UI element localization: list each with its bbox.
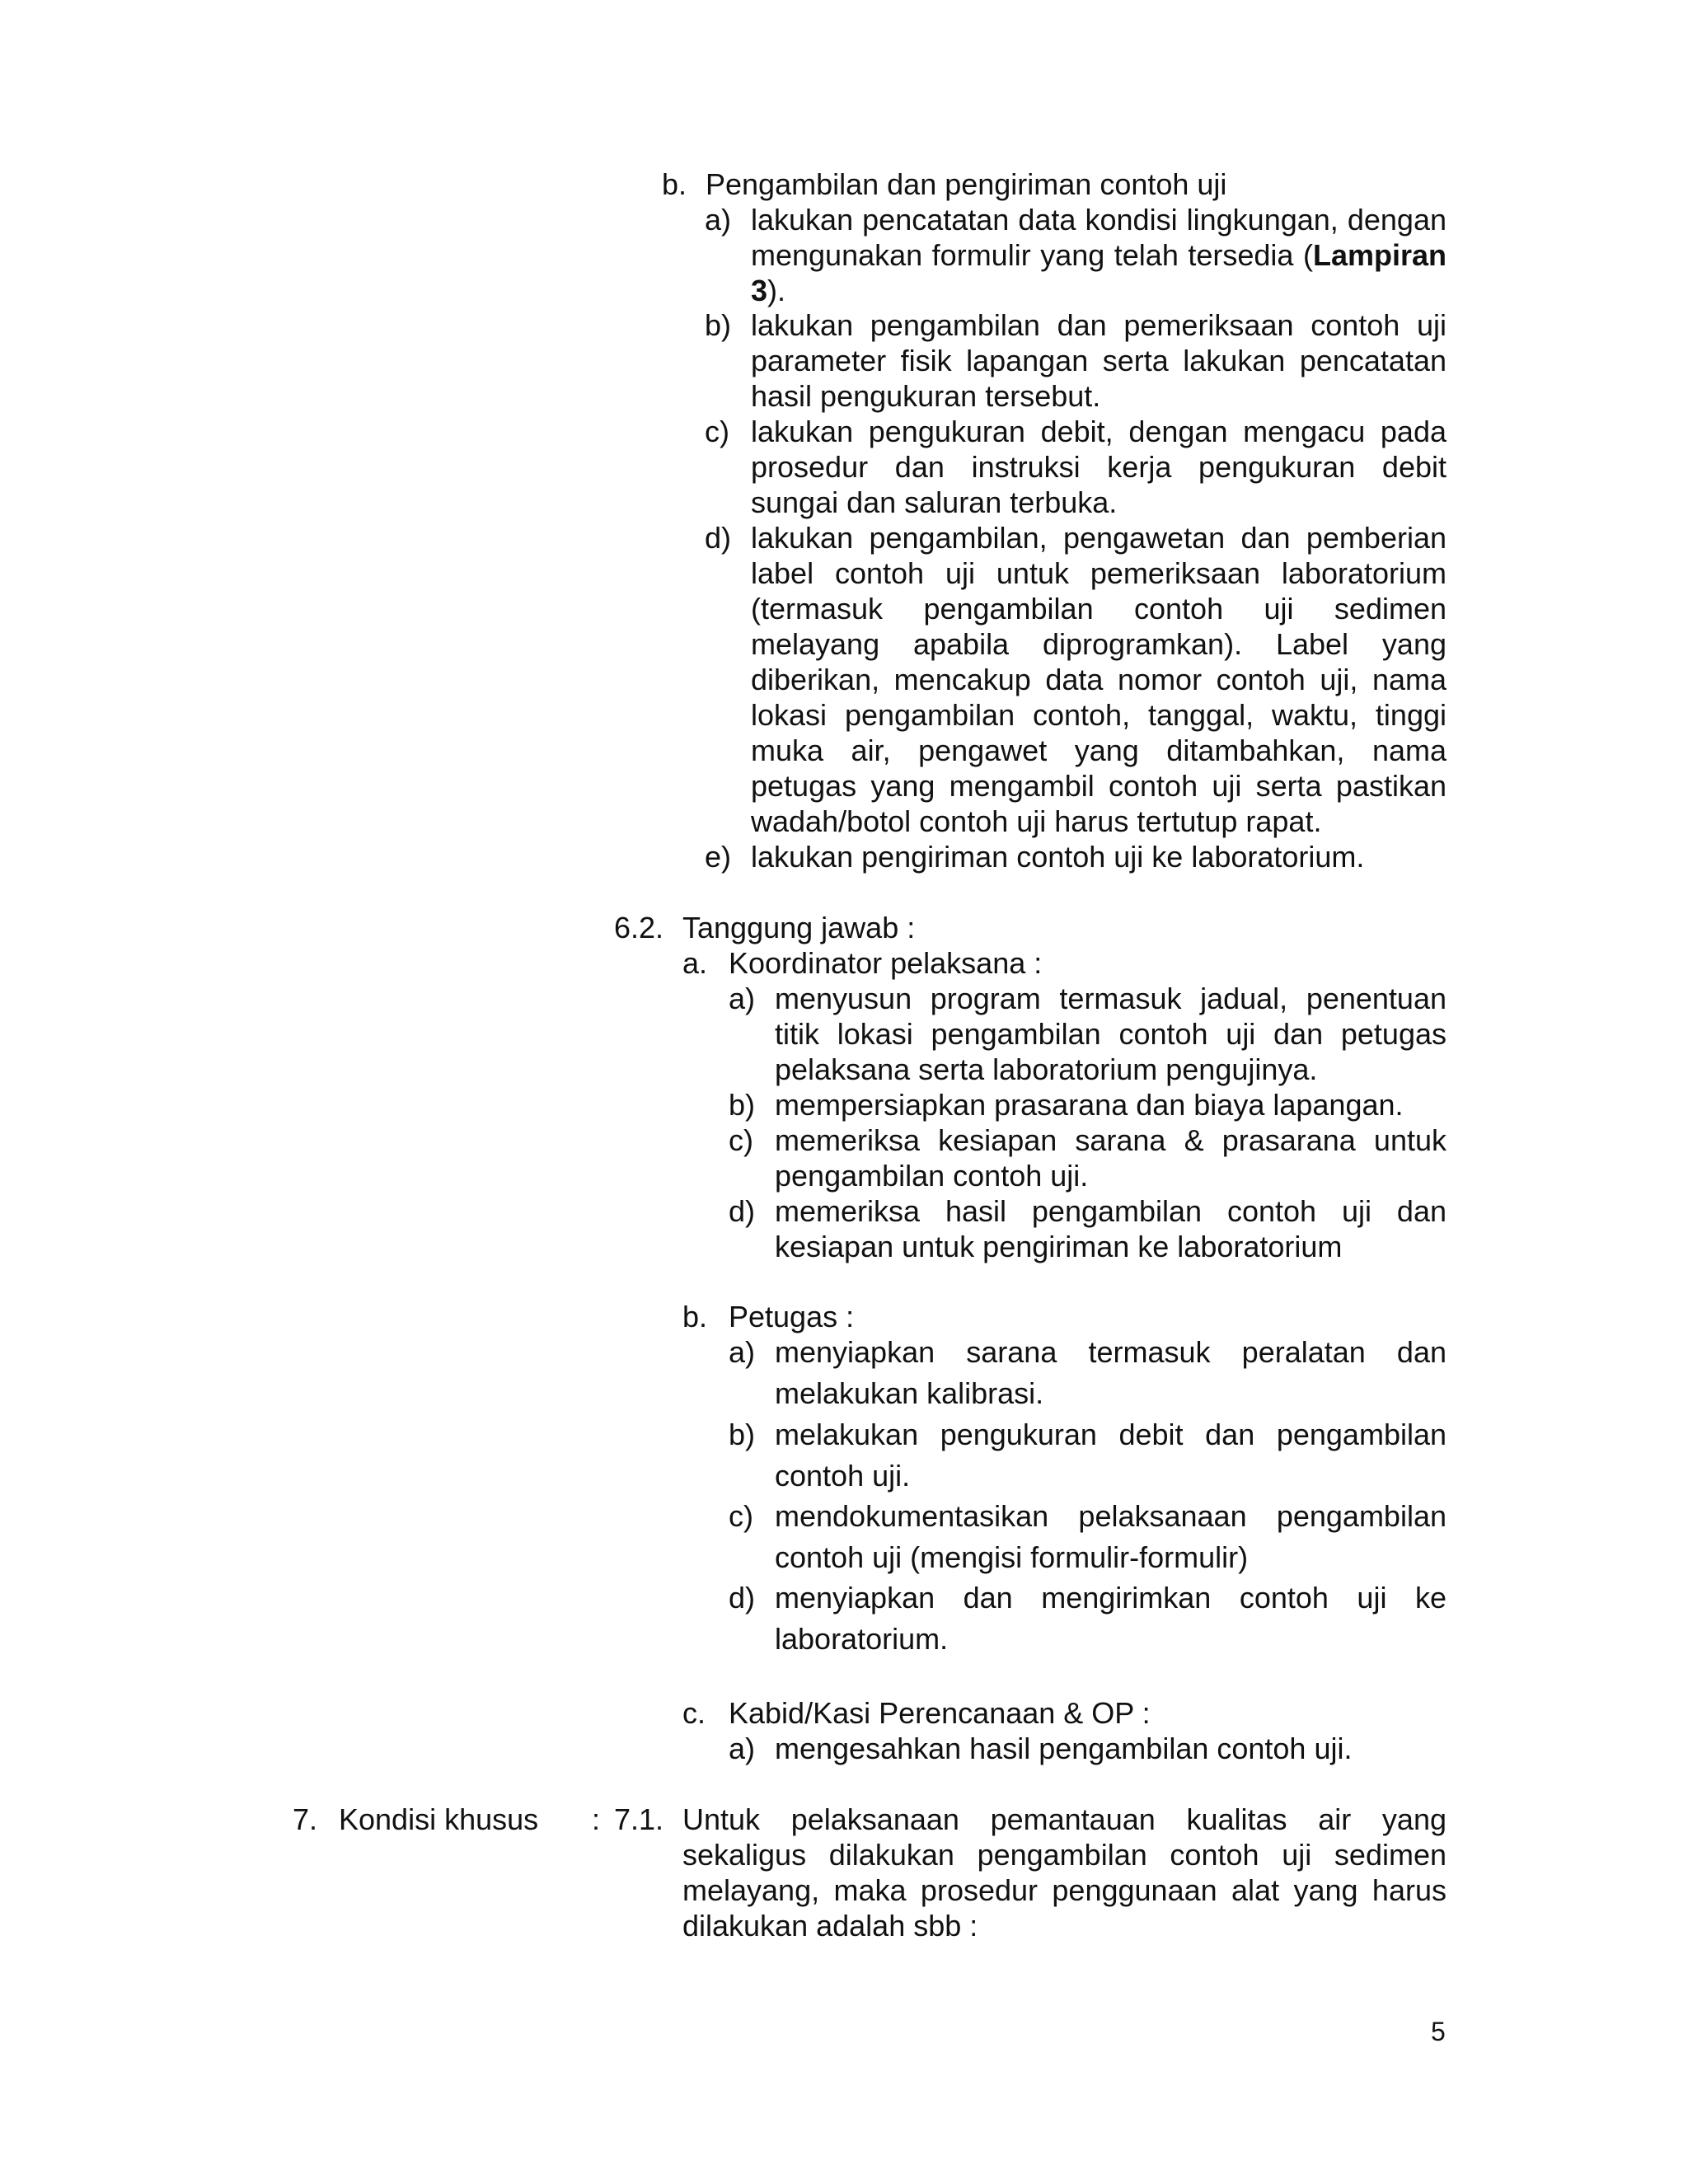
list-item-text: mendokumentasikan pelaksanaan pengambilan contoh uji (mengisi formulir-formulir) — [775, 1499, 1447, 1574]
section-b-title: Pengambilan dan pengiriman contoh uji — [706, 167, 1227, 201]
kabid-marker: c. — [682, 1696, 706, 1730]
section-6-2-title: Tanggung jawab : — [682, 911, 916, 944]
list-item — [729, 1496, 1447, 1578]
list-item — [729, 1577, 1447, 1660]
list-item-marker: a) — [705, 203, 732, 237]
petugas-title: Petugas : — [729, 1300, 855, 1333]
section-7-title: Kondisi khusus — [339, 1802, 539, 1836]
text-after: ). — [767, 274, 786, 307]
list-item — [729, 981, 1447, 1088]
list-item-text: lakukan pengambilan, pengawetan dan pemberian label contoh uji untuk pemeriksaan laboratorium (termasuk pengambilan contoh uji sedimen melayang apabila diprogramkan). Label yang diberikan, mencakup data nomor contoh uji, nama lokasi pengambilan contoh, tanggal, waktu, tinggi muka air, pengawet yang ditambahkan, nama petugas yang mengambil contoh uji serta pastikan wadah/botol contoh uji harus tertutup rapat. — [751, 521, 1447, 838]
list-item — [729, 1087, 1447, 1122]
list-item-marker: e) — [705, 840, 732, 874]
list-item — [729, 1193, 1447, 1264]
section-7-colon: : — [592, 1802, 601, 1836]
petugas-marker: b. — [682, 1300, 708, 1333]
list-item-marker: a) — [729, 1732, 756, 1765]
list-item-text: lakukan pengambilan dan pemeriksaan contoh uji parameter fisik lapangan serta lakukan pencatatan hasil pengukuran tersebut. — [751, 308, 1447, 413]
list-item-marker: d) — [729, 1194, 756, 1228]
kabid-title: Kabid/Kasi Perencanaan & OP : — [729, 1696, 1151, 1730]
list-item — [729, 1122, 1447, 1193]
list-item-marker: b) — [705, 308, 732, 342]
list-item — [705, 307, 1447, 415]
list-item-text: lakukan pengiriman contoh uji ke laboratorium. — [751, 840, 1365, 874]
list-item-marker: a) — [729, 982, 756, 1015]
list-item — [729, 1414, 1447, 1497]
list-item-text — [751, 202, 1447, 308]
section-7-1-number: 7.1. — [614, 1802, 664, 1836]
list-item — [729, 1731, 1447, 1766]
list-item — [705, 414, 1447, 521]
section-7-number: 7. — [293, 1802, 318, 1836]
lampiran-reference: Lampiran 3 — [751, 238, 1447, 307]
list-item-marker: a) — [729, 1335, 756, 1369]
list-item-text: menyiapkan sarana termasuk peralatan dan melakukan kalibrasi. — [775, 1335, 1447, 1410]
list-item-text: lakukan pengukuran debit, dengan mengacu pada prosedur dan instruksi kerja pengukuran debit sungai dan saluran terbuka. — [751, 415, 1447, 519]
list-item — [705, 520, 1447, 839]
section-7-1-text: Untuk pelaksanaan pemantauan kualitas air yang sekaligus dilakukan pengambilan contoh uji sedimen melayang, maka prosedur penggunaan alat yang harus dilakukan adalah sbb : — [682, 1802, 1447, 1943]
koordinator-marker: a. — [682, 946, 708, 980]
list-item-marker: d) — [705, 521, 732, 555]
list-item-text: memeriksa hasil pengambilan contoh uji dan kesiapan untuk pengiriman ke laboratorium — [775, 1194, 1447, 1263]
list-item — [705, 839, 1447, 874]
list-item-text: menyiapkan dan mengirimkan contoh uji ke laboratorium. — [775, 1581, 1447, 1656]
list-item-text: memeriksa kesiapan sarana & prasarana untuk pengambilan contoh uji. — [775, 1123, 1447, 1193]
page-number: 5 — [1431, 2017, 1446, 2046]
section-6-2-number: 6.2. — [614, 911, 664, 944]
list-item-text: melakukan pengukuran debit dan pengambilan contoh uji. — [775, 1418, 1447, 1493]
list-item-text: mengesahkan hasil pengambilan contoh uji. — [775, 1732, 1353, 1765]
list-item-marker: c) — [729, 1123, 753, 1157]
list-item-marker: d) — [729, 1581, 756, 1615]
list-item-marker: c) — [705, 415, 729, 448]
list-item-marker: b) — [729, 1088, 756, 1122]
section-b-marker: b. — [662, 167, 687, 201]
list-item — [705, 202, 1447, 309]
text-before: lakukan pencatatan data kondisi lingkungan, dengan mengunakan formulir yang telah tersedia ( — [751, 203, 1447, 272]
list-item — [729, 1332, 1447, 1414]
list-item-marker: c) — [729, 1499, 753, 1533]
list-item-text: menyusun program termasuk jadual, penentuan titik lokasi pengambilan contoh uji dan petugas pelaksana serta laboratorium pengujinya. — [775, 982, 1447, 1086]
koordinator-title: Koordinator pelaksana : — [729, 946, 1043, 980]
list-item-text: mempersiapkan prasarana dan biaya lapangan. — [775, 1088, 1404, 1122]
list-item-marker: b) — [729, 1418, 756, 1451]
